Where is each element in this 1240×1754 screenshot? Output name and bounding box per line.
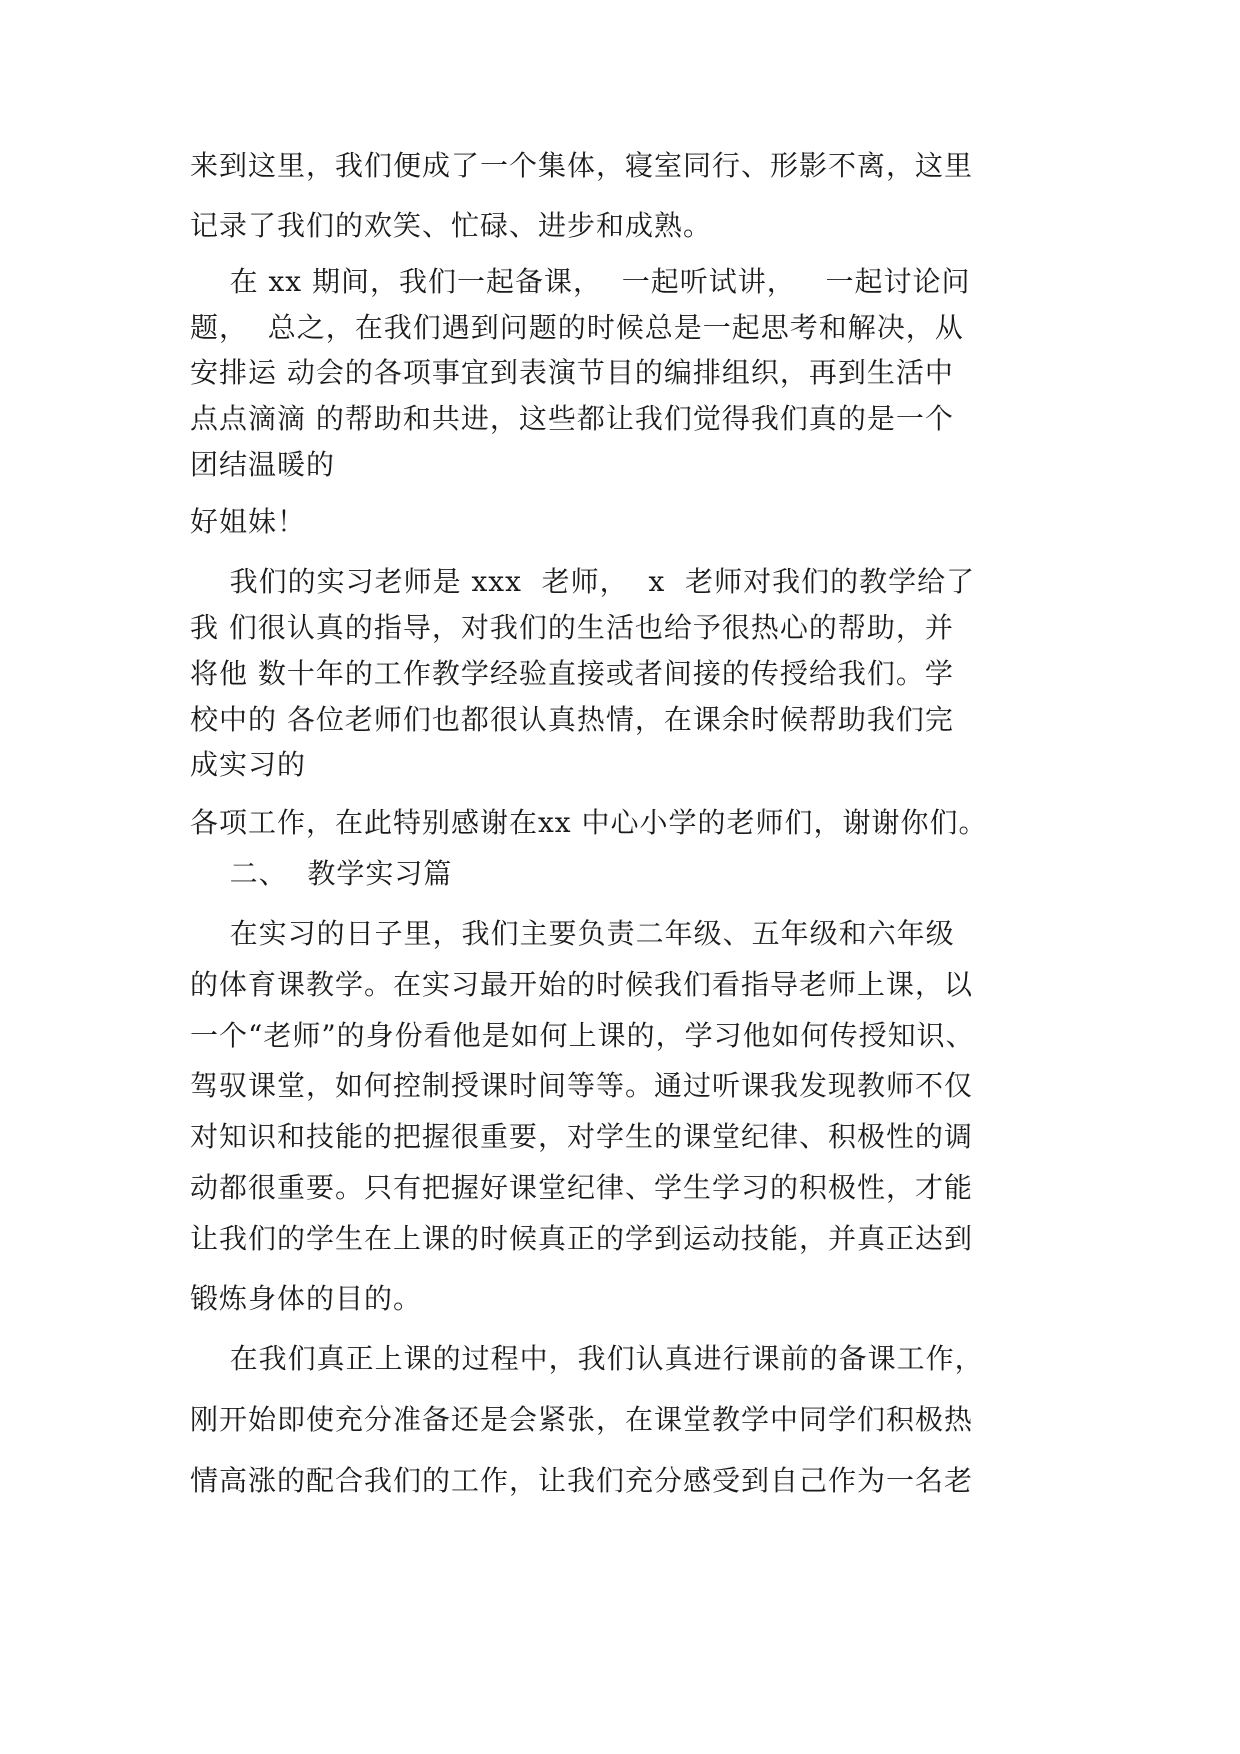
text-line-3: 在 xx 期间，我们一起备课， 一起听试讲， 一起讨论问 [190,265,971,298]
text-line-5: 安排运 动会的各项事宜到表演节目的编排组织，再到生活中 [190,356,954,389]
text-line-14: 各项工作，在此特别感谢在xx 中心小学的老师们，谢谢你们。 [190,806,988,839]
text-line-25: 刚开始即使充分准备还是会紧张，在课堂教学中同学们积极热 [190,1403,974,1436]
text-line-13: 成实习的 [190,748,307,781]
text-line-24: 在我们真正上课的过程中，我们认真进行课前的备课工作， [190,1342,984,1375]
text-line-19: 驾驭课堂，如何控制授课时间等等。通过听课我发现教师不仅 [190,1069,974,1102]
text-line-16: 在实习的日子里，我们主要负责二年级、五年级和六年级 [190,917,955,950]
text-line-12: 校中的 各位老师们也都很认真热情，在课余时候帮助我们完 [190,703,954,736]
text-line-21: 动都很重要。只有把握好课堂纪律、学生学习的积极性，才能 [190,1171,974,1204]
text-line-4: 题， 总之，在我们遇到问题的时候总是一起思考和解决，从 [190,311,964,344]
text-line-9: 我们的实习老师是 xxx 老师， x 老师对我们的教学给了 [190,565,976,598]
text-line-22: 让我们的学生在上课的时候真正的学到运动技能，并真正达到 [190,1222,974,1255]
text-line-10: 我 们很认真的指导，对我们的生活也给予很热心的帮助，并 [190,611,954,644]
section-heading: 二、 教学实习篇 [190,857,453,890]
text-line-20: 对知识和技能的把握很重要，对学生的课堂纪律、积极性的调 [190,1120,974,1153]
text-line-8: 好姐妹！ [190,505,307,538]
text-line-7: 团结温暖的 [190,448,336,481]
text-line-1: 来到这里，我们便成了一个集体，寝室同行、形影不离，这里 [190,149,974,182]
text-line-2: 记录了我们的欢笑、忙碌、进步和成熟。 [190,209,713,242]
text-line-17: 的体育课教学。在实习最开始的时候我们看指导老师上课，以 [190,968,974,1001]
text-line-18: 一个“老师”的身份看他是如何上课的，学习他如何传授知识、 [190,1019,975,1052]
text-line-11: 将他 数十年的工作教学经验直接或者间接的传授给我们。学 [190,657,954,690]
text-line-6: 点点滴滴 的帮助和共进，这些都让我们觉得我们真的是一个 [190,402,954,435]
text-line-26: 情高涨的配合我们的工作，让我们充分感受到自己作为一名老 [190,1464,974,1497]
text-line-23: 锻炼身体的目的。 [190,1282,423,1315]
